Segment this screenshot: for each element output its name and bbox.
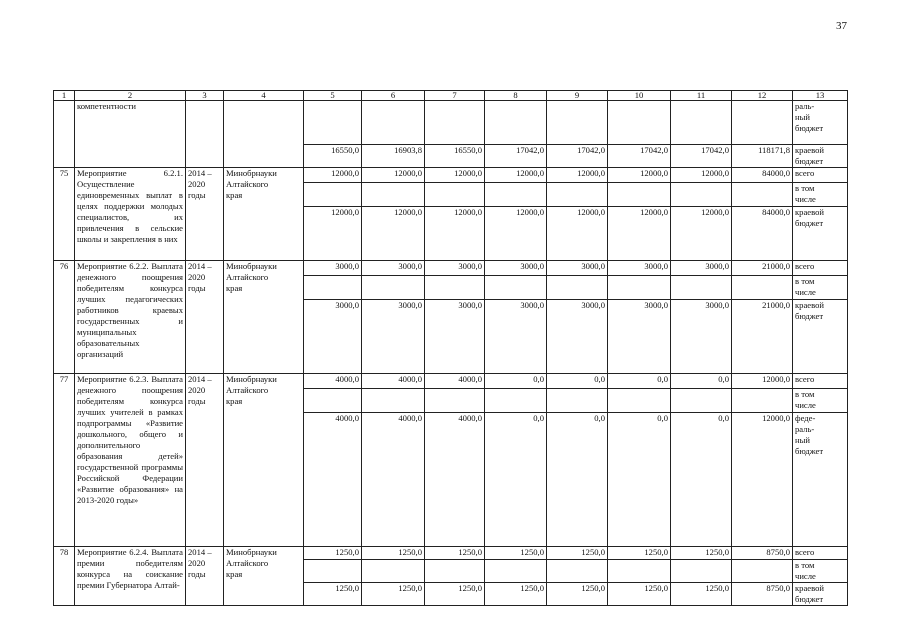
budget-table	[53, 90, 848, 606]
value-cell: 17042,0	[547, 145, 608, 168]
description-cell: Мероприятие 6.2.3. Выплата денежного поощрения победителям конкурса лучших учителей в рамках подпрограммы «Развитие дошкольного, общего и дополнительного образования детей» государственной программы Российской Федерации «Развитие образования» на 2013-2020 годы»	[75, 374, 186, 547]
value-cell	[608, 101, 671, 145]
funding-source-cell: в том числе	[793, 560, 848, 583]
value-cell	[485, 183, 547, 207]
value-cell: 3000,0	[671, 300, 732, 374]
value-cell: 3000,0	[362, 261, 425, 276]
value-cell: 12000,0	[304, 207, 362, 261]
value-cell	[304, 101, 362, 145]
value-cell: 0,0	[547, 413, 608, 547]
row-number-cell: 77	[54, 374, 75, 547]
value-cell	[732, 560, 793, 583]
value-cell	[732, 101, 793, 145]
period-cell: 2014 – 2020 годы	[186, 547, 224, 606]
value-cell: 1250,0	[425, 547, 485, 560]
value-cell	[485, 389, 547, 413]
header-row	[54, 91, 848, 101]
value-cell: 3000,0	[362, 300, 425, 374]
value-cell: 12000,0	[362, 207, 425, 261]
period-cell: 2014 – 2020 годы	[186, 374, 224, 547]
column-number: 1	[54, 91, 75, 101]
table-row	[54, 261, 848, 276]
value-cell: 8750,0	[732, 583, 793, 606]
value-cell	[362, 101, 425, 145]
value-cell: 12000,0	[425, 207, 485, 261]
value-cell: 12000,0	[671, 207, 732, 261]
value-cell	[362, 389, 425, 413]
value-cell	[547, 560, 608, 583]
funding-source-cell: раль- ный бюджет	[793, 101, 848, 145]
value-cell	[304, 560, 362, 583]
value-cell	[671, 101, 732, 145]
column-number: 6	[362, 91, 425, 101]
value-cell: 12000,0	[608, 168, 671, 183]
value-cell	[732, 389, 793, 413]
funding-source-cell: всего	[793, 374, 848, 389]
value-cell: 4000,0	[425, 374, 485, 389]
column-number: 4	[224, 91, 304, 101]
value-cell	[547, 276, 608, 300]
value-cell: 3000,0	[304, 300, 362, 374]
column-number: 5	[304, 91, 362, 101]
value-cell: 1250,0	[362, 547, 425, 560]
value-cell: 0,0	[671, 374, 732, 389]
value-cell: 4000,0	[304, 374, 362, 389]
value-cell	[304, 389, 362, 413]
description-cell: Мероприятие 6.2.4. Выплата премии победителям конкурса на соискание премии Губернатора Алтай-	[75, 547, 186, 606]
value-cell: 4000,0	[362, 374, 425, 389]
table-row	[54, 101, 848, 145]
value-cell	[425, 389, 485, 413]
value-cell	[732, 276, 793, 300]
column-number: 13	[793, 91, 848, 101]
value-cell: 17042,0	[608, 145, 671, 168]
value-cell: 3000,0	[485, 261, 547, 276]
period-cell: 2014 – 2020 годы	[186, 168, 224, 261]
value-cell: 12000,0	[547, 168, 608, 183]
funding-source-cell: краевой бюджет	[793, 145, 848, 168]
value-cell	[485, 276, 547, 300]
executor-cell: Минобрнауки Алтайского края	[224, 261, 304, 374]
value-cell: 4000,0	[362, 413, 425, 547]
value-cell: 1250,0	[671, 583, 732, 606]
funding-source-cell: краевой бюджет	[793, 583, 848, 606]
value-cell: 0,0	[608, 413, 671, 547]
funding-source-cell: феде- раль- ный бюджет	[793, 413, 848, 547]
funding-source-cell: всего	[793, 547, 848, 560]
column-number: 3	[186, 91, 224, 101]
value-cell: 3000,0	[547, 261, 608, 276]
value-cell: 12000,0	[362, 168, 425, 183]
value-cell: 1250,0	[547, 583, 608, 606]
value-cell: 12000,0	[732, 374, 793, 389]
value-cell: 16550,0	[304, 145, 362, 168]
value-cell: 1250,0	[671, 547, 732, 560]
value-cell: 3000,0	[425, 300, 485, 374]
value-cell: 3000,0	[547, 300, 608, 374]
value-cell	[671, 183, 732, 207]
executor-cell	[224, 101, 304, 168]
value-cell: 0,0	[485, 413, 547, 547]
value-cell: 3000,0	[485, 300, 547, 374]
value-cell	[362, 560, 425, 583]
value-cell: 118171,8	[732, 145, 793, 168]
value-cell: 16903,8	[362, 145, 425, 168]
column-number: 12	[732, 91, 793, 101]
value-cell: 1250,0	[485, 547, 547, 560]
value-cell	[547, 389, 608, 413]
value-cell	[362, 183, 425, 207]
value-cell	[547, 101, 608, 145]
row-number-cell	[54, 101, 75, 168]
value-cell: 3000,0	[304, 261, 362, 276]
value-cell	[671, 389, 732, 413]
value-cell: 12000,0	[304, 168, 362, 183]
value-cell: 1250,0	[608, 583, 671, 606]
value-cell: 8750,0	[732, 547, 793, 560]
column-number: 10	[608, 91, 671, 101]
description-cell: Мероприятие 6.2.1. Осуществление единовременных выплат в целях поддержки молодых специалистов, их привлечения в сельские школы и закрепления в них	[75, 168, 186, 261]
table-row	[54, 168, 848, 183]
funding-source-cell: в том числе	[793, 276, 848, 300]
executor-cell: Минобрнауки Алтайского края	[224, 168, 304, 261]
value-cell: 3000,0	[425, 261, 485, 276]
description-cell: компетентности	[75, 101, 186, 168]
value-cell: 12000,0	[425, 168, 485, 183]
value-cell	[304, 276, 362, 300]
funding-source-cell: краевой бюджет	[793, 207, 848, 261]
value-cell: 1250,0	[425, 583, 485, 606]
column-number: 11	[671, 91, 732, 101]
value-cell: 12000,0	[547, 207, 608, 261]
value-cell: 1250,0	[304, 583, 362, 606]
value-cell: 12000,0	[732, 413, 793, 547]
value-cell: 12000,0	[608, 207, 671, 261]
column-number: 8	[485, 91, 547, 101]
row-number-cell: 76	[54, 261, 75, 374]
value-cell	[608, 389, 671, 413]
value-cell	[671, 560, 732, 583]
value-cell	[304, 183, 362, 207]
value-cell	[608, 560, 671, 583]
value-cell: 0,0	[547, 374, 608, 389]
value-cell	[732, 183, 793, 207]
value-cell: 17042,0	[485, 145, 547, 168]
value-cell: 3000,0	[608, 300, 671, 374]
funding-source-cell: всего	[793, 168, 848, 183]
value-cell: 16550,0	[425, 145, 485, 168]
value-cell: 3000,0	[671, 261, 732, 276]
executor-cell: Минобрнауки Алтайского края	[224, 547, 304, 606]
table-row	[54, 374, 848, 389]
value-cell: 3000,0	[608, 261, 671, 276]
funding-source-cell: в том числе	[793, 389, 848, 413]
row-number-cell: 78	[54, 547, 75, 606]
value-cell: 1250,0	[362, 583, 425, 606]
value-cell	[425, 101, 485, 145]
value-cell: 0,0	[608, 374, 671, 389]
value-cell: 84000,0	[732, 207, 793, 261]
value-cell: 4000,0	[304, 413, 362, 547]
row-number-cell: 75	[54, 168, 75, 261]
column-number: 7	[425, 91, 485, 101]
value-cell	[425, 276, 485, 300]
period-cell	[186, 101, 224, 168]
value-cell: 1250,0	[547, 547, 608, 560]
value-cell: 12000,0	[485, 207, 547, 261]
funding-source-cell: всего	[793, 261, 848, 276]
value-cell	[547, 183, 608, 207]
value-cell	[425, 560, 485, 583]
table-row	[54, 547, 848, 560]
value-cell: 12000,0	[485, 168, 547, 183]
period-cell: 2014 – 2020 годы	[186, 261, 224, 374]
column-number: 2	[75, 91, 186, 101]
executor-cell: Минобрнауки Алтайского края	[224, 374, 304, 547]
value-cell: 1250,0	[608, 547, 671, 560]
value-cell: 21000,0	[732, 300, 793, 374]
value-cell: 4000,0	[425, 413, 485, 547]
value-cell	[485, 560, 547, 583]
value-cell: 0,0	[485, 374, 547, 389]
value-cell	[608, 183, 671, 207]
value-cell: 1250,0	[304, 547, 362, 560]
value-cell: 0,0	[671, 413, 732, 547]
value-cell: 12000,0	[671, 168, 732, 183]
funding-source-cell: в том числе	[793, 183, 848, 207]
value-cell: 84000,0	[732, 168, 793, 183]
value-cell: 1250,0	[485, 583, 547, 606]
value-cell	[425, 183, 485, 207]
value-cell: 17042,0	[671, 145, 732, 168]
value-cell: 21000,0	[732, 261, 793, 276]
description-cell: Мероприятие 6.2.2. Выплата денежного поощрения победителям конкурса лучших педагогических работников краевых государственных и муниципальных образовательных организаций	[75, 261, 186, 374]
page-number: 37	[836, 20, 847, 32]
value-cell	[608, 276, 671, 300]
value-cell	[362, 276, 425, 300]
value-cell	[671, 276, 732, 300]
funding-source-cell: краевой бюджет	[793, 300, 848, 374]
value-cell	[485, 101, 547, 145]
column-number: 9	[547, 91, 608, 101]
